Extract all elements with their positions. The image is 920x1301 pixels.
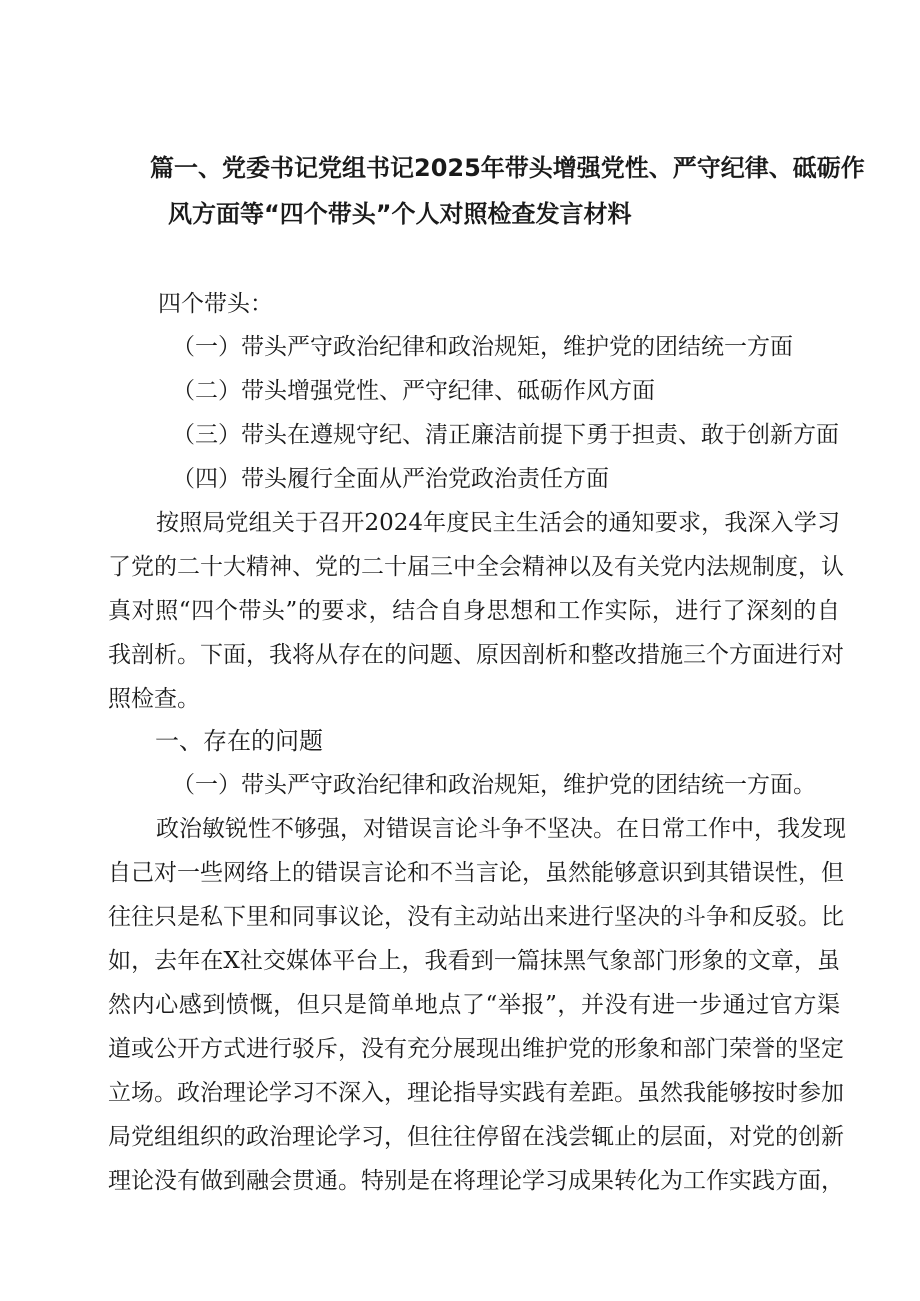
paragraph-2-line-1: 政治敏锐性不够强，对错误言论斗争不坚决。在日常工作中，我发现 xyxy=(156,816,846,842)
four-leads-label: 四个带头： xyxy=(158,291,273,317)
paragraph-2-line-4: 如，去年在X社交媒体平台上，我看到一篇抹黑气象部门形象的文章，虽 xyxy=(108,948,840,974)
four-leads-item-4: （四）带头履行全面从严治党政治责任方面 xyxy=(172,466,609,492)
paragraph-2-line-8: 局党组组织的政治理论学习，但往往停留在浅尝辄止的层面，对党的创新 xyxy=(108,1124,844,1150)
paragraph-1-line-5: 照检查。 xyxy=(108,686,200,712)
four-leads-item-1: （一）带头严守政治纪律和政治规矩，维护党的团结统一方面 xyxy=(172,334,793,360)
subsection-heading-1: （一）带头严守政治纪律和政治规矩，维护党的团结统一方面。 xyxy=(172,772,816,798)
paragraph-2-line-9: 理论没有做到融会贯通。特别是在将理论学习成果转化为工作实践方面， xyxy=(108,1168,844,1194)
four-leads-item-3: （三）带头在遵规守纪、清正廉洁前提下勇于担责、敢于创新方面 xyxy=(172,422,839,448)
paragraph-2-line-3: 往往只是私下里和同事议论，没有主动站出来进行坚决的斗争和反驳。比 xyxy=(108,904,844,930)
four-leads-item-2: （二）带头增强党性、严守纪律、砥砺作风方面 xyxy=(172,378,655,404)
paragraph-2-line-6: 道或公开方式进行驳斥，没有充分展现出维护党的形象和部门荣誉的坚定 xyxy=(108,1036,844,1062)
paragraph-2-line-7: 立场。政治理论学习不深入，理论指导实践有差距。虽然我能够按时参加 xyxy=(108,1080,844,1106)
paragraph-1-line-1: 按照局党组关于召开2024年度民主生活会的通知要求，我深入学习 xyxy=(156,510,840,536)
document-title-line-1: 篇一、党委书记党组书记2025年带头增强党性、严守纪律、砥砺作 xyxy=(150,154,865,182)
paragraph-1-line-3: 真对照“四个带头”的要求，结合自身思想和工作实际，进行了深刻的自 xyxy=(108,598,840,624)
paragraph-1-line-4: 我剖析。下面，我将从存在的问题、原因剖析和整改措施三个方面进行对 xyxy=(108,642,844,668)
paragraph-2-line-5: 然内心感到愤慨，但只是简单地点了“举报”，并没有进一步通过官方渠 xyxy=(108,992,840,1018)
paragraph-2-line-2: 自己对一些网络上的错误言论和不当言论，虽然能够意识到其错误性，但 xyxy=(108,860,844,886)
section-heading-problems: 一、存在的问题 xyxy=(155,727,323,755)
document-title-line-2: 风方面等“四个带头”个人对照检查发言材料 xyxy=(168,200,632,228)
paragraph-1-line-2: 了党的二十大精神、党的二十届三中全会精神以及有关党内法规制度，认 xyxy=(108,554,844,580)
